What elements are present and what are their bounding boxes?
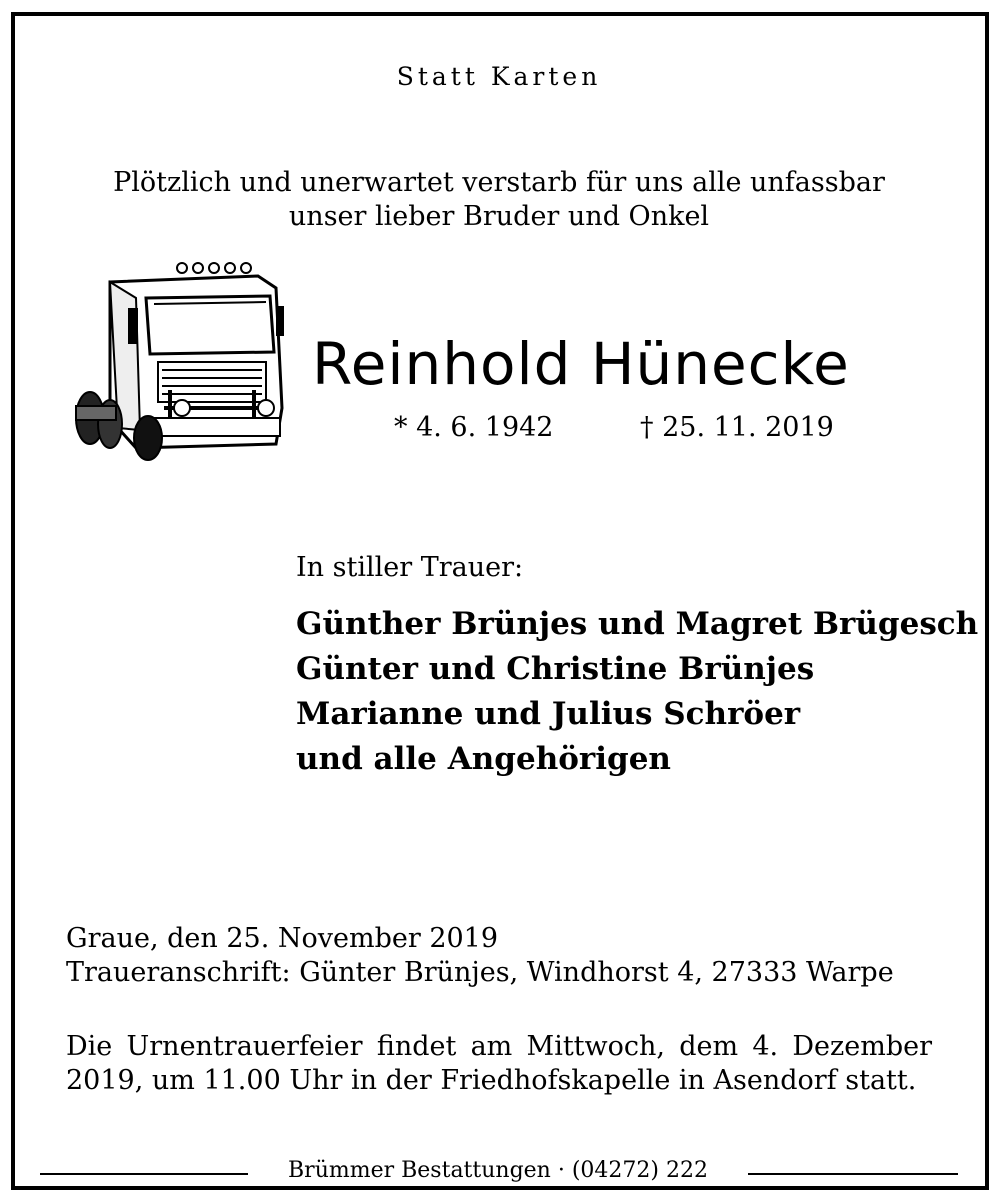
notice-header: Statt Karten: [396, 62, 602, 91]
place-and-address: [66, 922, 894, 990]
birth-date: * 4. 6. 1942: [394, 412, 554, 443]
mourning-label: In stiller Trauer:: [296, 552, 524, 583]
deceased-name: Reinhold Hünecke: [312, 330, 850, 398]
mourning-address: Traueranschrift: Günter Brünjes, Windhorst 4, 27333 Warpe: [66, 957, 894, 988]
footer-rule-right: [748, 1173, 958, 1175]
mourner-line: Günter und Christine Brünjes: [296, 651, 815, 687]
death-date: † 25. 11. 2019: [640, 412, 834, 443]
footer-rule-left: [40, 1173, 248, 1175]
funeral-home-footer: Brümmer Bestattungen · (04272) 222: [248, 1158, 748, 1183]
intro-line-1: Plötzlich und unerwartet verstarb für uns alle unfassbar: [113, 167, 885, 198]
mourner-line: Marianne und Julius Schröer: [296, 696, 801, 732]
mourners-list: [296, 602, 978, 782]
intro-text: [0, 166, 998, 234]
truck-icon: [70, 258, 292, 464]
intro-line-2: unser lieber Bruder und Onkel: [288, 201, 710, 232]
mourner-line: Günther Brünjes und Magret Brügesch: [296, 606, 979, 642]
ceremony-info: Die Urnentrauerfeier findet am Mittwoch, dem 4. Dezember 2019, um 11.00 Uhr in der Friedhofskapelle in Asendorf statt.: [66, 1031, 932, 1096]
place-date: Graue, den 25. November 2019: [66, 923, 499, 954]
mourner-line: und alle Angehörigen: [296, 741, 671, 777]
